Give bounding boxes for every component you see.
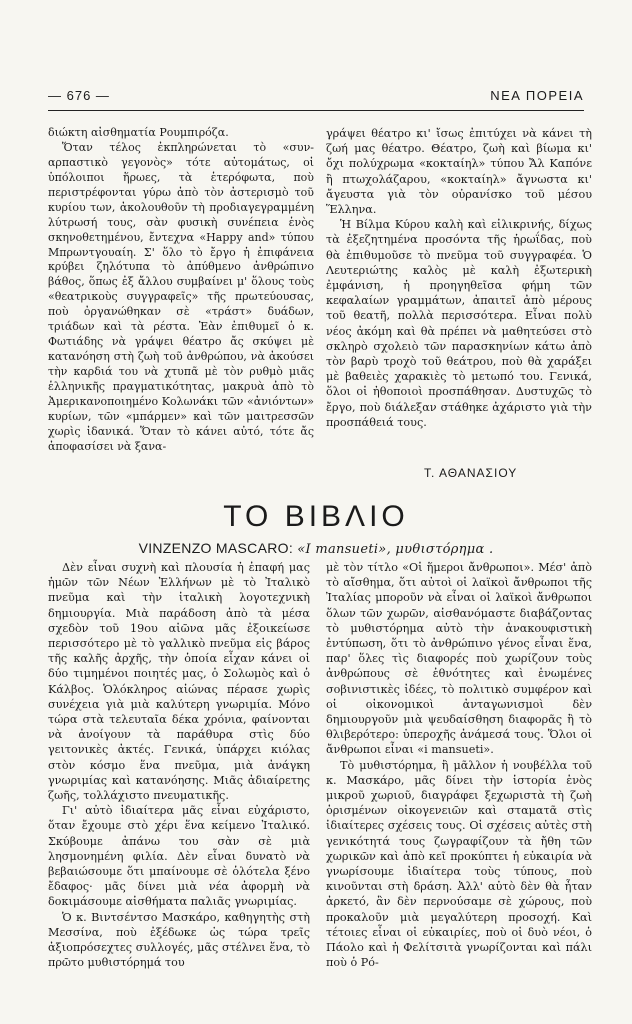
- paragraph: Ὅταν τέλος ἐκπληρώνεται τὸ «συν-αρπαστικὸ γεγονὸς» τότε αὐτομάτως, οἱ ὑπόλοιποι ἥρωες, τὰ ἑτερόφωτα, ποὺ περιστρέφονται γύρω ἀπὸ τὸν ἀστερισμὸ τοῦ κυρίου των, ἀκολουθοῦν τὴ προδιαγεγραμμένη λύτρωσή τους, σὰν φυσικὴ συνέπεια ἑνὸς σκηνοθετημένου, ἔντεχνα «Happy and» τύπου Μπρωντγουαίη. Σ' ὅλο τὸ ἔργο ἡ ἐπιφάνεια κρύβει ζηλότυπα τὸ ἀπύθμενο ἀνθρώπινο βάθος, ὅπως ἐξ ἄλλου συμβαίνει μ' ὅλους τοὺς «θεατρικοὺς συγγραφεῖς» τῆς πρωτεύουσας, ποὺ ὀργανώθηκαν σὲ «τράστ» δυάδων, τριάδων καὶ τὰ ρέστα. Ἐὰν ἐπιθυμεῖ ὁ κ. Φωτιάδης νὰ γράψει θέατρο ἄς σκύψει μὲ κατανόηση στὴ ζωὴ τοῦ ἀνθρώπου, νὰ ἀκούσει τὴν καρδιά του νὰ χτυπᾶ μὲ τὸν ρυθμὸ μιᾶς ἑλληνικῆς πραγματικότητας, μακρυὰ ἀπὸ τὸ Ἀμερικανοποιημένο Κολωνάκι τῶν «ἀνιόντων» κυρίων, τῶν «μπάρμεν» καὶ τῶν μαιτρεσσῶν χωρὶς ἰδανικά. Ὅταν τὸ κάνει αὐτό, τότε ἄς ἀποφασίσει νὰ ξανα-: [48, 140, 314, 453]
- review-column-right: [326, 126, 592, 430]
- book-subtitle: [0, 540, 632, 557]
- paragraph: μὲ τὸν τίτλο «Οἱ ἥμεροι ἄνθρωποι». Μέσ' ἀπὸ τὸ αἴσθημα, ὅτι αὐτοὶ οἱ λαϊκοὶ ἄνθρωποι τῆς Ἰταλίας μποροῦν νὰ εἶναι οἱ λαϊκοὶ ἄνθρωποι ὅλων τῶν χωρῶν, αἰσθανόμαστε διαβάζοντας τὸ μυθιστόρημα αὐτὸ τὴν ἀνακουφιστικὴ ἐντύπωση, ὅτι τὸ ἀνθρώπινο γένος εἶναι ἕνα, παρ' ὅλες τὶς διαφορές ποὺ χωρίζουν τοὺς ἀνθρώπους σὲ ἐθνότητες καὶ ἑνωμένες σοβινιστικὲς ἰδέες, τὸ πολιτικὸ συμφέρον καὶ οἱ οἰκονομικοὶ ἀνταγωνισμοὶ δὲν δημιουργοῦν μιὰ ψευδαίσθηση διαφορᾶς ἢ τὸ θλιβερότερο: ὑπεροχῆς ἀνάμεσά τους. Ὅλοι οἱ ἄνθρωποι εἶναι «i mansueti».: [326, 561, 592, 757]
- paragraph: Ἡ Βίλμα Κύρου καλὴ καὶ εἰλικρινής, δίχως τὰ ἐξεζητημένα προσόντα τῆς ἡρωΐδας, ποὺ θὰ ἐπιθυμοῦσε τὸ πνεῦμα τοῦ συγγραφέα. Ὁ Λευτεριώτης καλὸς μὲ καλὴ ἐξωτερικὴ ἐμφάνιση, ἡ προηγηθεῖσα φήμη τῶν κεφαλαίων γραμμάτων, ἀπαιτεῖ ἀπὸ μέρους τοῦ θεατῆ, πολλὰ περισσότερα. Εἶναι πολὺ νέος ἀκόμη καὶ θὰ πρέπει νὰ μαθητεύσει στὸ σκληρὸ σχολειὸ τῶν παρασκηνίων κάτω ἀπὸ τὸν βαρὺ τροχὸ τοῦ θεάτρου, ποὺ θὰ χαράξει μὲ βαθειὲς χαρακιὲς τὸ μετωπό του. Γενικά, ὅλοι οἱ ἠθοποιοὶ προσπάθησαν. Δυστυχῶς τὸ ἔργο, ποὺ διάλεξαν στάθηκε ἀχάριστο γιὰ τὴν προσπάθειά τους.: [326, 218, 592, 429]
- paragraph: Δὲν εἶναι συχνὴ καὶ πλουσία ἡ ἐπαφή μας ἡμῶν τῶν Νέων Ἑλλήνων μὲ τὸ Ἰταλικὸ πνεῦμα καὶ τὴν ἰταλικὴ λογοτεχνικὴ δημιουργία. Μιὰ παράδοση ἀπὸ τὰ μέσα σχεδὸν τοῦ 19ου αἰῶνα μᾶς ἐξοικείωσε περισσότερο μὲ τὸ γαλλικὸ πνεῦμα εἰς βάρος τῆς καλῆς ἀρχῆς, τὴν ὁποία εἶχαν κάνει οἱ δύο τιμημένοι ποιητές μας, ὁ Σολωμὸς καὶ ὁ Κάλβος. Ὁλόκληρος αἰώνας πέρασε χωρὶς συνέχεια γιὰ μιὰ καλύτερη γνωριμία. Μόνο τώρα στὰ τελευταῖα δέκα χρόνια, φαίνονται νὰ ἀνοίγουν τὰ παράθυρα στὶς δύο γειτονικὲς ἀκτές. Γενικά, ὑπάρχει κιόλας στὸν κόσμο ἕνα πνεῦμα, μιὰ ἀνάγκη γνωριμίας καὶ κατανόησης. Μιᾶς ἀδιαίρετης ζωῆς, τολλάχιστο πνευματικῆς.: [48, 561, 310, 803]
- book-review-column-right: [326, 560, 592, 970]
- section-title: ΤΟ ΒΙΒΛΙΟ: [223, 500, 409, 533]
- paragraph: διώκτη αἰσθηματία Ρουμπιρόζα.: [48, 126, 229, 139]
- paragraph: γράψει θέατρο κι' ἴσως ἐπιτύχει νὰ κάνει τὴ ζωή μας θέατρο. Θέατρο, ζωὴ καὶ βίωμα κι' ὄχι πολύχρωμα «κοκταίηλ» τύπου Ἄλ Καπόνε ἢ πτωχολάζαρου, «κοκταίηλ» ἄγνωστα κι' ἄγευστα γιὰ τὸν οὐρανίσκο τοῦ μέσου Ἕλληνα.: [326, 127, 592, 217]
- page-number: — 676 —: [48, 88, 110, 103]
- paragraph: Γι' αὐτὸ ἰδιαίτερα μᾶς εἶναι εὐχάριστο, ὅταν ἔχουμε στὸ χέρι ἕνα κείμενο Ἰταλικό. Σκύβουμε ἀπάνω του σὰν σὲ μιὰ λησμονημένη φιλία. Δὲν εἶναι δυνατὸ νὰ βεβαιώσουμε ὅτι μπαίνουμε σὲ ὁλότελα ξένο ἔδαφος· μᾶς δίνει μιὰ νέα ἀφορμὴ νὰ δοκιμάσουμε αἰσθήματα παλιᾶς γνωριμίας.: [48, 804, 310, 909]
- paragraph: Τὸ μυθιστόρημα, ἢ μᾶλλον ἡ νουβέλλα τοῦ κ. Μασκάρο, μᾶς δίνει τὴν ἱστορία ἑνὸς μικροῦ χωριοῦ, διαγράφει ξεχωριστὰ τὴ ζωὴ ὁρισμένων οἰκογενειῶν καὶ σταματᾶ στὶς ἰδιαίτερες σχέσεις τους. Οἱ σχέσεις αὐτὲς στὴ γενικότητά τους ζωγραφίζουν τὰ ἤθη τῶν χωρικῶν καὶ ἀπὸ κεῖ προκύπτει ἡ εὐκαιρία νὰ γνωρίσουμε ἰδιαίτερα τοὺς τύπους, ποὺ κινοῦνται στὴ δράση. Ἀλλ' αὐτὸ δὲν θὰ ἦταν ἀρκετό, ἂν δὲν περνούσαμε σὲ χώρους, ποὺ προκαλοῦν μιὰ μεγαλύτερη προσοχή. Καὶ τέτοιες εἶναι οἱ εὐκαιρίες, ποὺ οἱ δυὸ νέοι, ὁ Πάολο καὶ ἡ Φελίτσιτὰ γνωρίζονται καὶ πάλι ποὺ ὁ Ρό-: [326, 758, 592, 970]
- review-column-left: [48, 126, 314, 455]
- header-rule: [48, 110, 584, 111]
- book-title: «I mansueti», μυθιστόρημα .: [297, 542, 494, 557]
- journal-title: ΝΕΑ ΠΟΡΕΙΑ: [490, 88, 584, 103]
- page-header: [48, 88, 584, 108]
- book-author: VINZENZO MASCARO:: [138, 540, 294, 556]
- paragraph: Ὁ κ. Βιντσέντσο Μασκάρο, καθηγητὴς στὴ Μεσσίνα, ποὺ ἐξέδωκε ὡς τώρα τρεῖς ἀξιοπρόσεχτες συλλογές, μᾶς στέλνει ἕνα, τὸ πρῶτο μυθιστόρημά του: [48, 910, 310, 970]
- author-signature: Τ. ΑΘΑΝΑΣΙΟΥ: [424, 466, 518, 480]
- book-review-column-left: [48, 560, 310, 970]
